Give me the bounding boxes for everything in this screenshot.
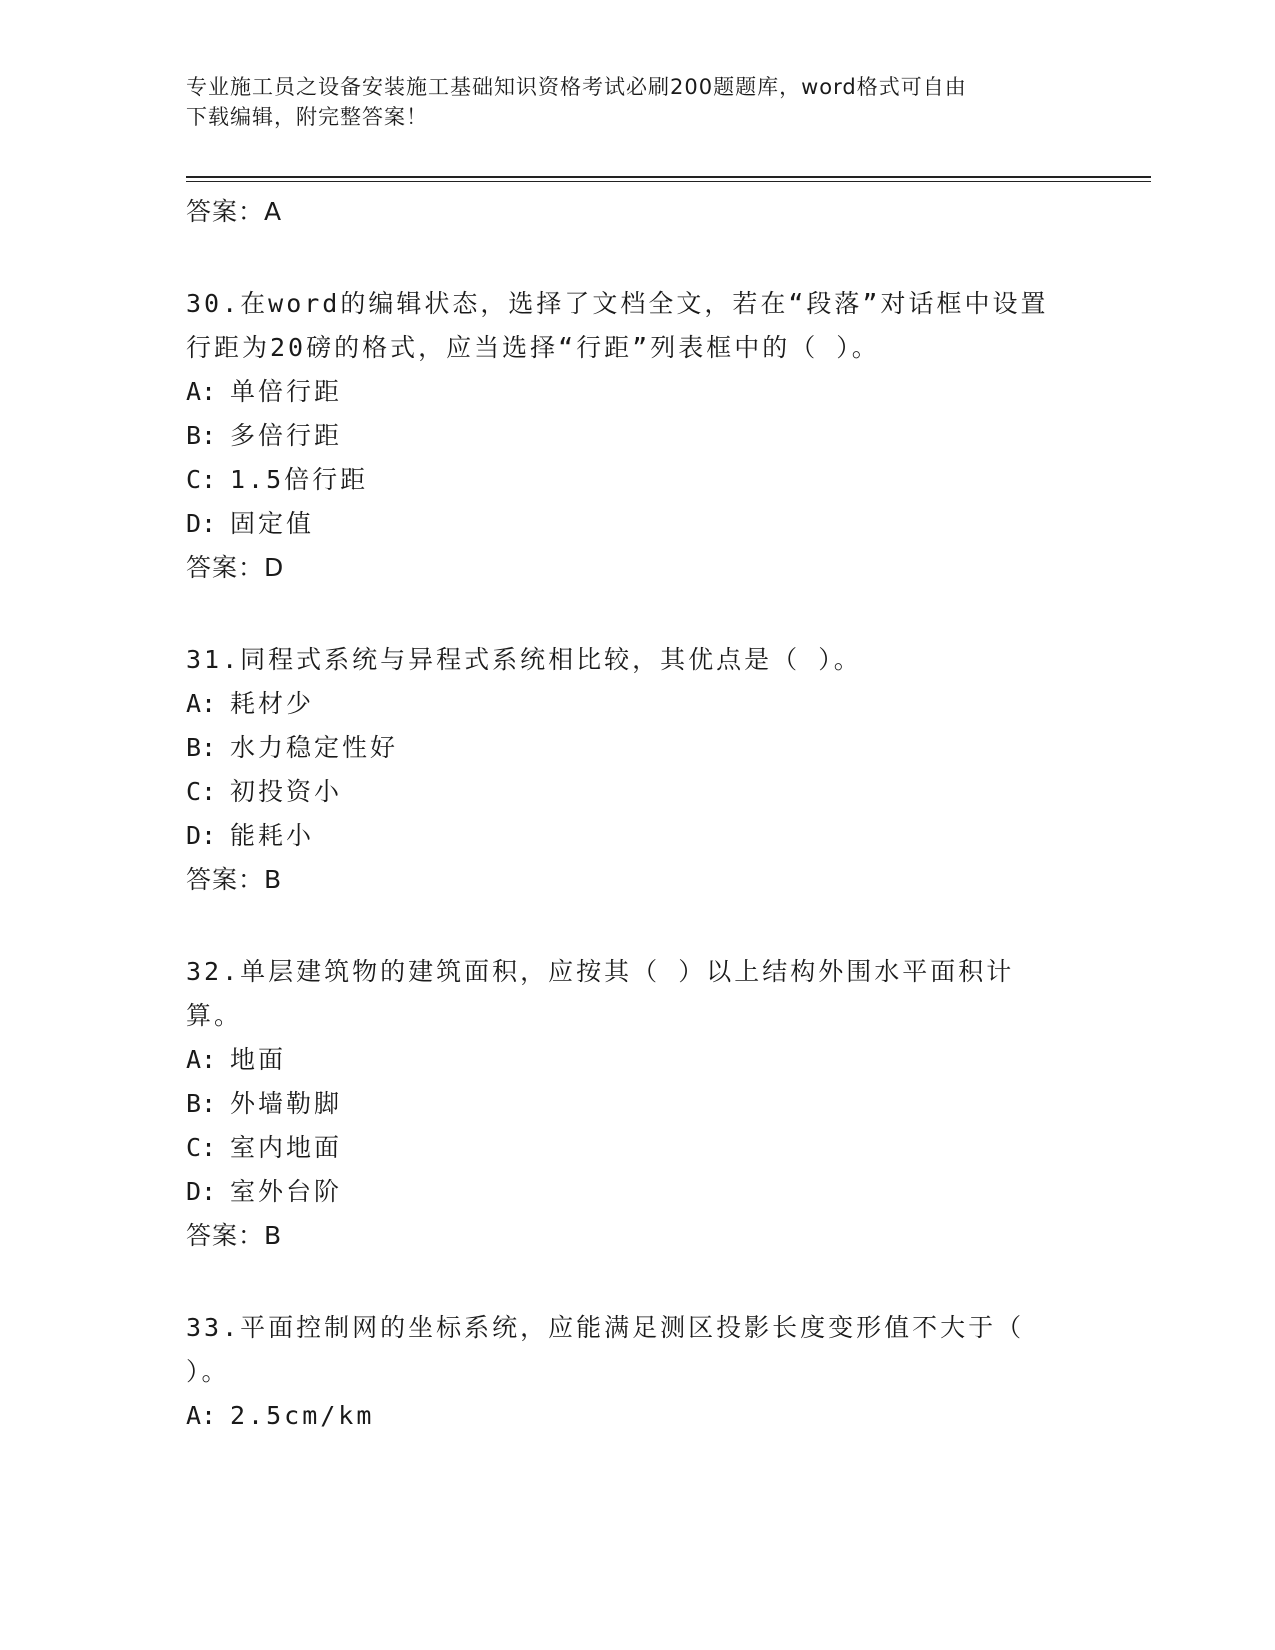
document-header	[186, 72, 1066, 132]
option-key: C:	[186, 465, 217, 494]
question-stem: 31.同程式系统与异程式系统相比较，其优点是（ ）。	[186, 645, 862, 674]
answer-line: 答案：B	[186, 1221, 283, 1250]
header-line-1: 专业施工员之设备安装施工基础知识资格考试必刷200题题库，word格式可自由	[186, 75, 967, 99]
option-text: 多倍行距	[230, 421, 343, 450]
option-d	[186, 814, 1066, 858]
option-key: A:	[186, 377, 217, 406]
option-c	[186, 1126, 1066, 1170]
option-text: 水力稳定性好	[230, 733, 399, 762]
question-block	[186, 638, 1066, 902]
question-block	[186, 1306, 1066, 1438]
option-text: 外墙勒脚	[230, 1089, 343, 1118]
question-stem: 30.在word的编辑状态，选择了文档全文，若在“段落”对话框中设置行距为20磅的格式，应当选择“行距”列表框中的（ ）。	[186, 289, 1049, 362]
question-block	[186, 282, 1066, 590]
option-b	[186, 1082, 1066, 1126]
option-c	[186, 458, 1066, 502]
question-stem: 33.平面控制网的坐标系统，应能满足测区投影长度变形值不大于（ ）。	[186, 1313, 1025, 1386]
option-a	[186, 1394, 1066, 1438]
option-key: A:	[186, 1401, 217, 1430]
header-rule-thin	[186, 181, 1151, 182]
option-b	[186, 414, 1066, 458]
option-text: 初投资小	[230, 777, 343, 806]
answer-line: 答案：A	[186, 197, 283, 226]
option-key: B:	[186, 1089, 217, 1118]
option-key: D:	[186, 821, 217, 850]
option-key: A:	[186, 1045, 217, 1074]
option-d	[186, 1170, 1066, 1214]
option-d	[186, 502, 1066, 546]
answer-line: 答案：D	[186, 553, 285, 582]
option-text: 2.5cm/km	[230, 1401, 375, 1430]
option-text: 能耗小	[230, 821, 315, 850]
option-text: 室外台阶	[230, 1177, 343, 1206]
option-c	[186, 770, 1066, 814]
option-text: 1.5倍行距	[230, 465, 369, 494]
question-stem: 32.单层建筑物的建筑面积，应按其（ ）以上结构外围水平面积计算。	[186, 957, 1015, 1030]
option-key: B:	[186, 733, 217, 762]
option-b	[186, 726, 1066, 770]
option-text: 固定值	[230, 509, 315, 538]
option-key: C:	[186, 1133, 217, 1162]
question-block	[186, 950, 1066, 1258]
option-key: D:	[186, 509, 217, 538]
option-a	[186, 682, 1066, 726]
header-rule-thick	[186, 176, 1151, 178]
option-a	[186, 370, 1066, 414]
option-a	[186, 1038, 1066, 1082]
option-text: 单倍行距	[230, 377, 343, 406]
header-line-2: 下载编辑，附完整答案！	[186, 105, 428, 129]
option-text: 耗材少	[230, 689, 315, 718]
option-text: 地面	[230, 1045, 287, 1074]
option-key: C:	[186, 777, 217, 806]
answer-line: 答案：B	[186, 865, 283, 894]
option-text: 室内地面	[230, 1133, 343, 1162]
option-key: A:	[186, 689, 217, 718]
option-key: B:	[186, 421, 217, 450]
question-list	[186, 190, 1066, 1438]
option-key: D:	[186, 1177, 217, 1206]
